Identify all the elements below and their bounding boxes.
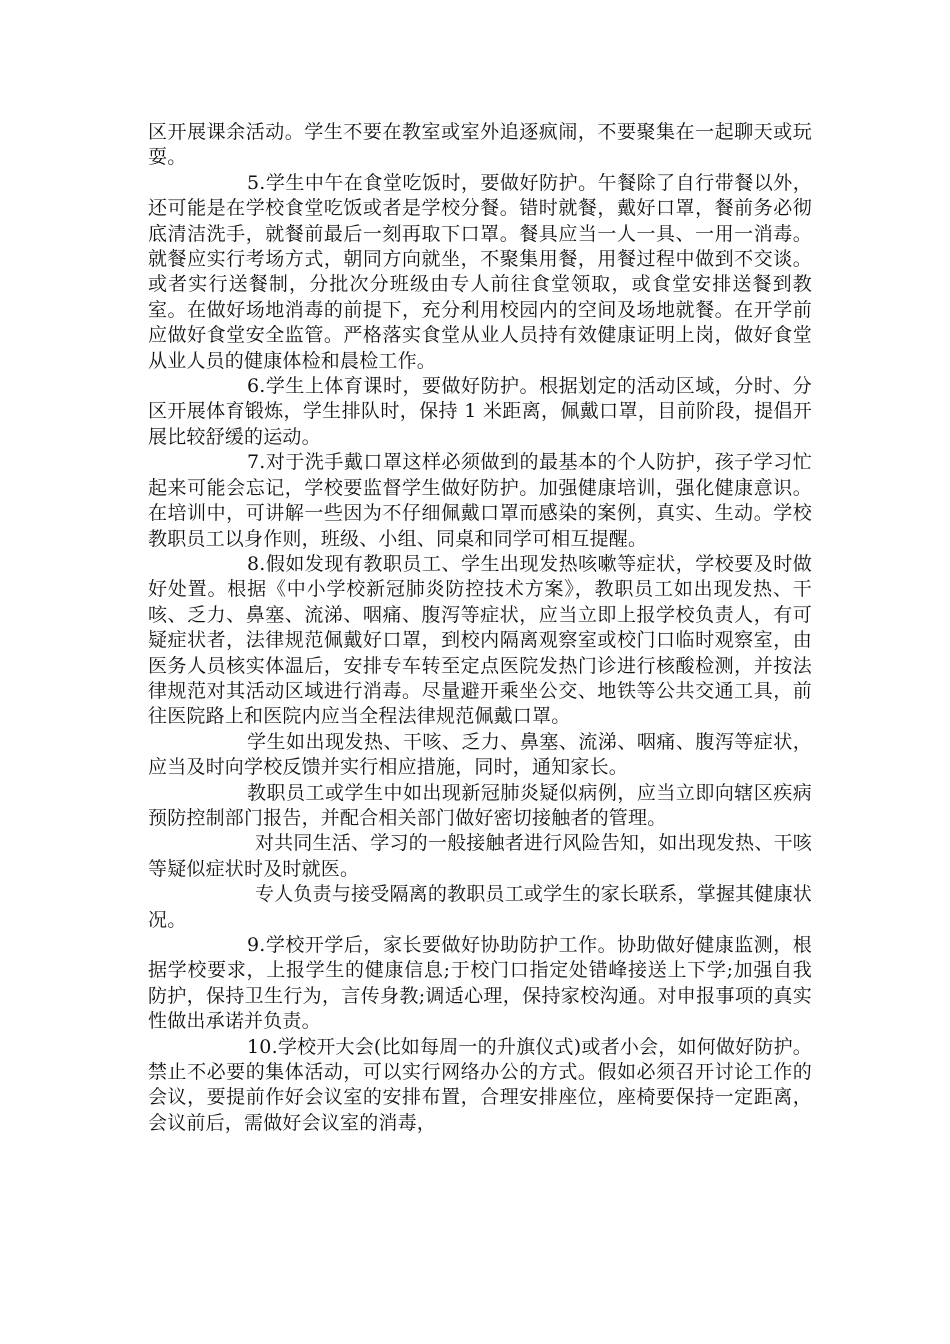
paragraph-continuation: 区开展课余活动。学生不要在教室或室外追逐疯闹，不要聚集在一起聊天或玩耍。 <box>148 121 812 169</box>
paragraph-item-8: 8.假如发现有教职员工、学生出现发热咳嗽等症状，学校要及时做好处置。根据《中小学校新冠肺炎防控技术方案》，教职员工如出现发热、干咳、乏力、鼻塞、流涕、咽痛、腹泻等症状，应当立即上报学校负责人，有可疑症状者，法律规范佩戴好口罩，到校内隔离观察室或校门口临时观察室，由医务人员核实体温后，安排专车转至定点医院发热门诊进行核酸检测，并按法律规范对其活动区域进行消毒。尽量避开乘坐公交、地铁等公共交通工具，前往医院路上和医院内应当全程法律规范佩戴口罩。 <box>148 552 812 728</box>
paragraph-item-7: 7.对于洗手戴口罩这样必须做到的最基本的个人防护，孩子学习忙起来可能会忘记，学校要监督学生做好防护。加强健康培训，强化健康意识。在培训中，可讲解一些因为不仔细佩戴口罩而感染的案例，真实、生动。学校教职员工以身作则，班级、小组、同桌和同学可相互提醒。 <box>148 451 812 550</box>
paragraph-parent-contact: 专人负责与接受隔离的教职员工或学生的家长联系，掌握其健康状况。 <box>148 883 812 931</box>
paragraph-item-9: 9.学校开学后，家长要做好协助防护工作。协助做好健康监测，根据学校要求，上报学生的健康信息;于校门口指定处错峰接送上下学;加强自我防护，保持卫生行为，言传身教;调适心理，保持家校沟通。对申报事项的真实性做出承诺并负责。 <box>148 934 812 1033</box>
paragraph-item-6: 6.学生上体育课时，要做好防护。根据划定的活动区域，分时、分区开展体育锻炼，学生排队时，保持 1 米距离，佩戴口罩，目前阶段，提倡开展比较舒缓的运动。 <box>148 375 812 448</box>
paragraph-risk-notice: 对共同生活、学习的一般接触者进行风险告知，如出现发热、干咳等疑似症状时及时就医。 <box>148 832 812 880</box>
paragraph-student-symptoms: 学生如出现发热、干咳、乏力、鼻塞、流涕、咽痛、腹泻等症状，应当及时向学校反馈并实行相应措施，同时，通知家长。 <box>148 730 812 779</box>
document-body <box>148 120 812 1136</box>
paragraph-suspected-case: 教职员工或学生中如出现新冠肺炎疑似病例，应当立即向辖区疾病预防控制部门报告，并配合相关部门做好密切接触者的管理。 <box>148 781 812 829</box>
paragraph-item-5: 5.学生中午在食堂吃饭时，要做好防护。午餐除了自行带餐以外，还可能是在学校食堂吃饭或者是学校分餐。错时就餐，戴好口罩，餐前务必彻底清洁洗手，就餐前最后一刻再取下口罩。餐具应当一人一具、一用一消毒。就餐应实行考场方式，朝同方向就坐，不聚集用餐，用餐过程中做到不交谈。或者实行送餐制，分批次分班级由专人前往食堂领取，或食堂安排送餐到教室。在做好场地消毒的前提下，充分利用校园内的空间及场地就餐。在开学前应做好食堂安全监管。严格落实食堂从业人员持有效健康证明上岗，做好食堂从业人员的健康体检和晨检工作。 <box>148 171 812 372</box>
paragraph-item-10: 10.学校开大会(比如每周一的升旗仪式)或者小会，如何做好防护。禁止不必要的集体活动，可以实行网络办公的方式。假如必须召开讨论工作的会议，要提前作好会议室的安排布置，合理安排座位，座椅要保持一定距离，会议前后，需做好会议室的消毒， <box>148 1035 812 1134</box>
